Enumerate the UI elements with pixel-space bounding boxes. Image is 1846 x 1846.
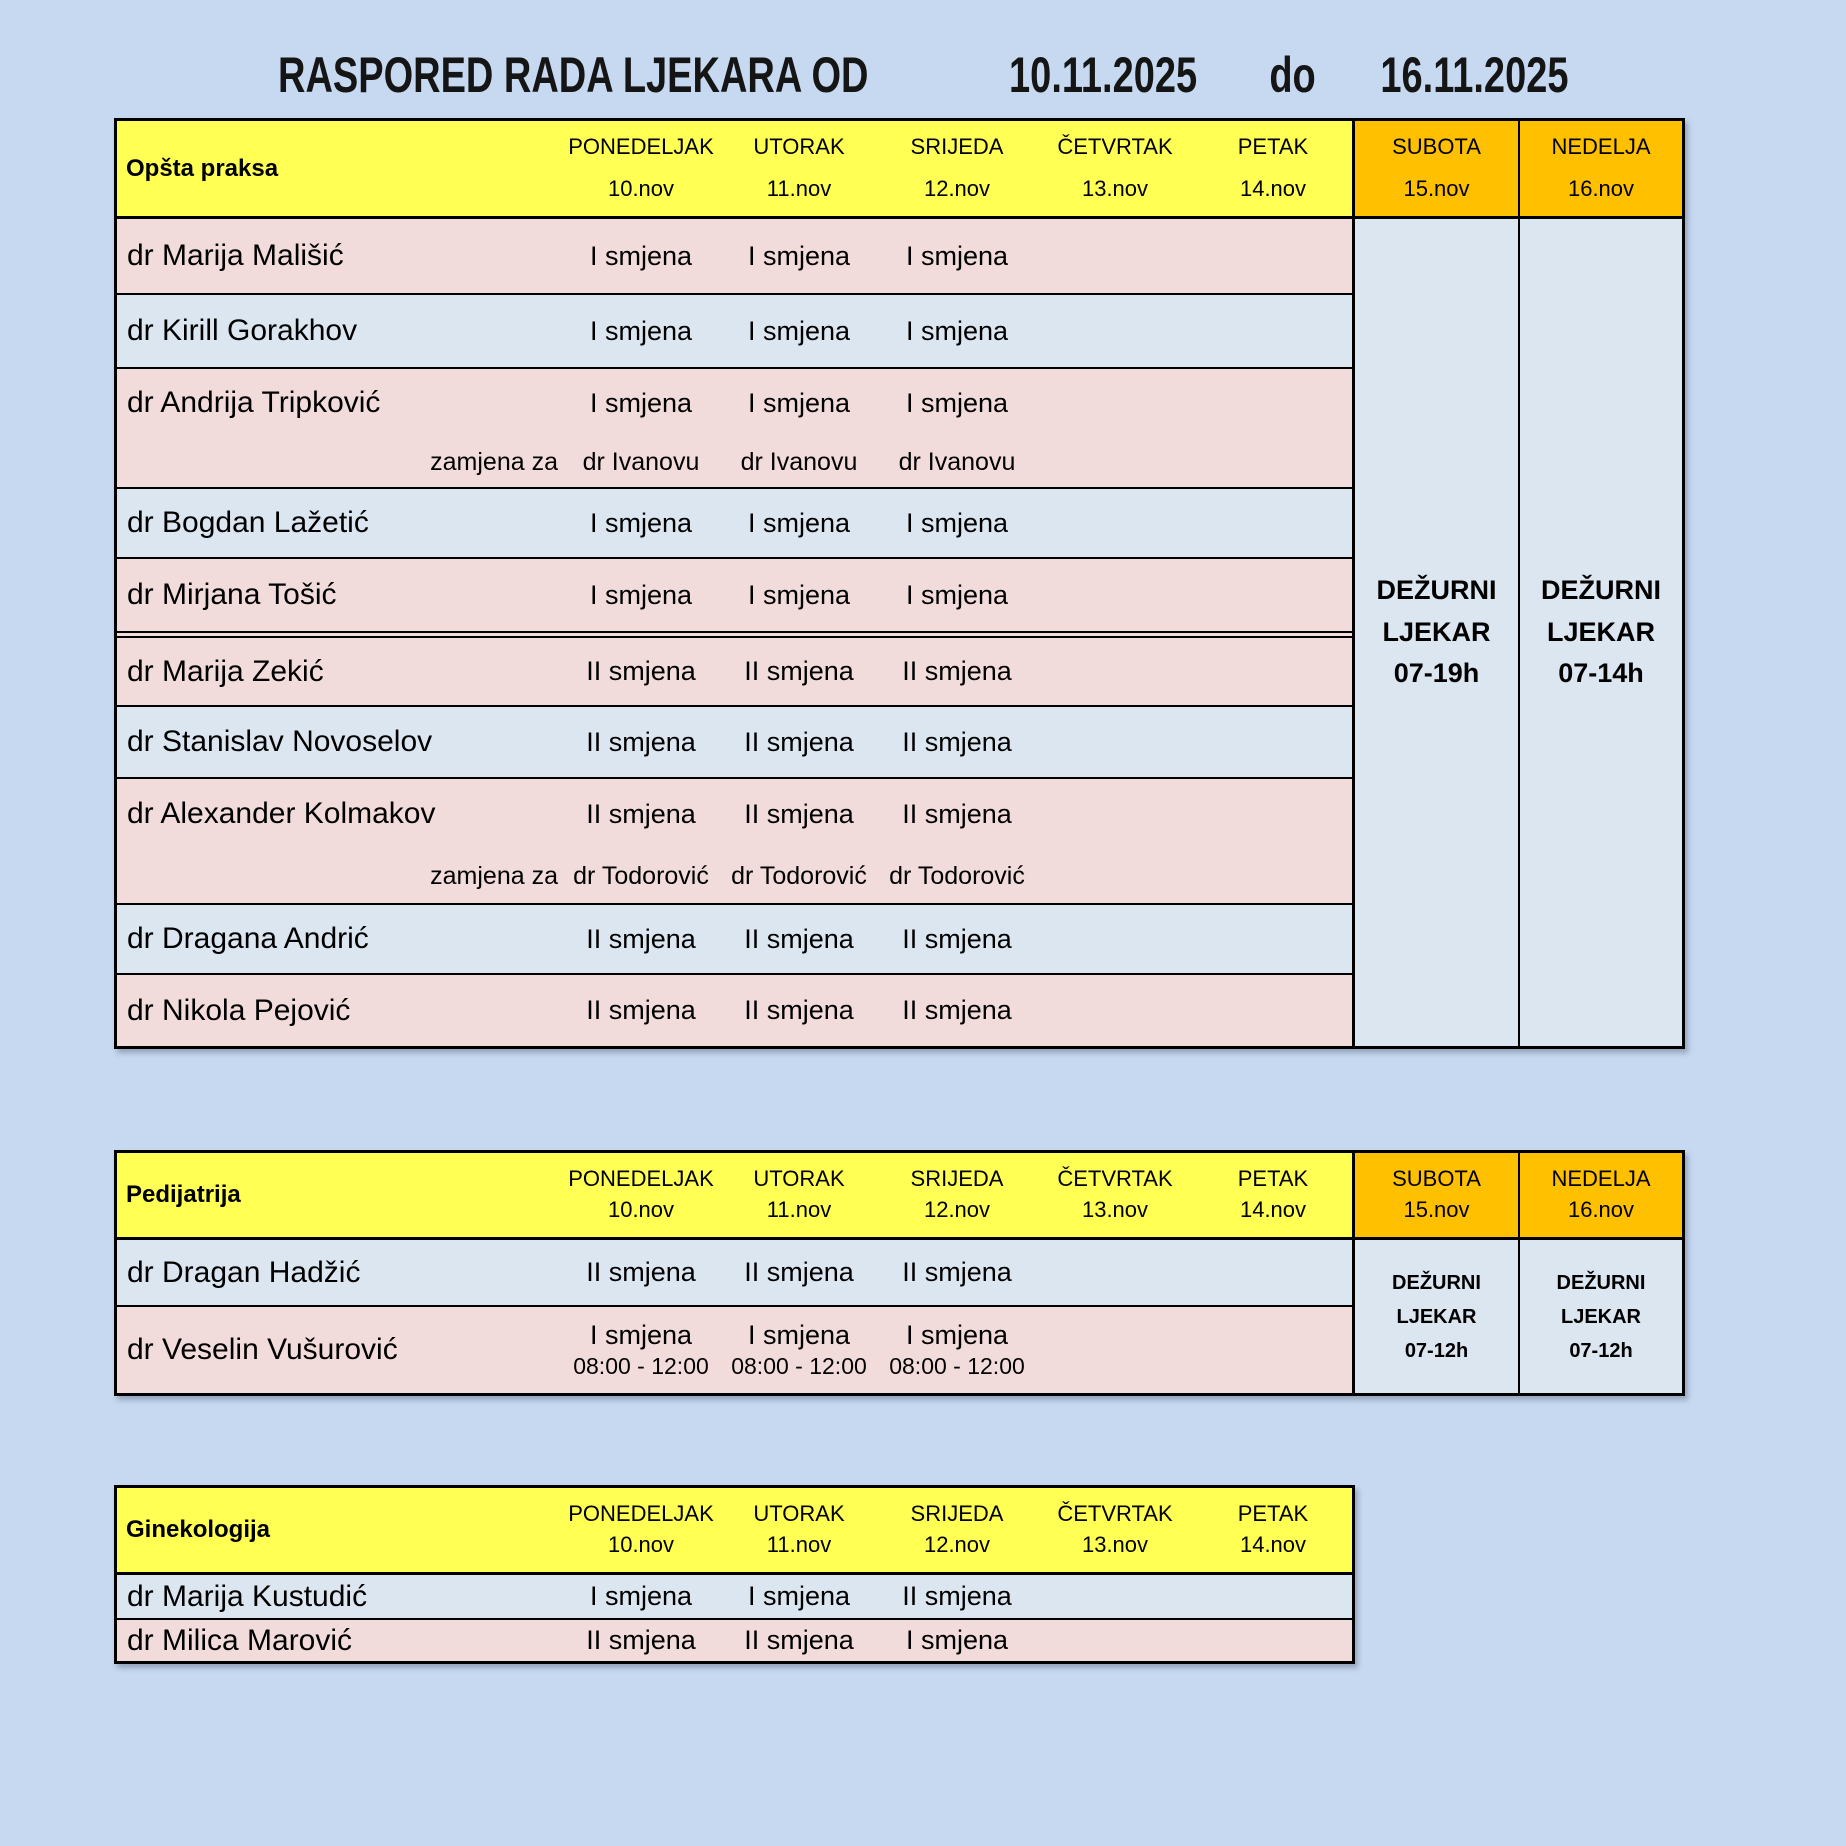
doctor-row	[117, 219, 1352, 293]
substitute-row	[117, 849, 1352, 903]
shift-cell	[1036, 707, 1194, 777]
day-header-wednesday	[878, 121, 1036, 219]
shift-cell	[1194, 369, 1352, 437]
substitute-name	[1036, 437, 1194, 487]
shift-cell	[1036, 489, 1194, 557]
substitute-name: dr Ivanovu	[898, 447, 1016, 476]
doctor-name: dr Kirill Gorakhov	[127, 314, 358, 347]
day-date: 10.nov	[607, 176, 675, 201]
shift-label: I smjena	[747, 1320, 851, 1350]
doctor-name: dr Marija Mališić	[127, 239, 344, 272]
day-header-sunday	[1518, 121, 1682, 219]
day-name: PETAK	[1237, 1501, 1309, 1526]
doctor-row	[117, 1575, 1352, 1618]
day-date: 16.nov	[1567, 1197, 1635, 1222]
duty-line: 07-12h	[1569, 1339, 1633, 1362]
day-name: NEDELJA	[1551, 1166, 1651, 1191]
doctor-row	[117, 1618, 1352, 1661]
duty-line: DEŽURNI	[1556, 1271, 1646, 1294]
shift-cell	[1036, 1620, 1194, 1661]
shift-cell: I smjena	[589, 579, 693, 610]
day-date: 10.nov	[607, 1532, 675, 1557]
day-name: NEDELJA	[1551, 134, 1651, 159]
substitute-label: zamjena za	[430, 861, 558, 890]
shift-cell: I smjena	[747, 1581, 851, 1611]
duty-line: LJEKAR	[1396, 1305, 1477, 1328]
duty-line: LJEKAR	[1560, 1305, 1641, 1328]
substitute-label: zamjena za	[430, 447, 558, 476]
doctor-name: dr Mirjana Tošić	[127, 578, 337, 611]
duty-line: DEŽURNI	[1376, 574, 1497, 605]
doctor-name: dr Nikola Pejović	[127, 993, 351, 1027]
duty-line: 07-19h	[1393, 658, 1480, 689]
shift-cell	[1194, 1575, 1352, 1618]
shift-cell	[1194, 559, 1352, 631]
shift-cell	[1036, 295, 1194, 367]
duty-cell-sunday	[1518, 219, 1682, 1046]
shift-cell	[1036, 975, 1194, 1046]
doctor-row	[117, 367, 1352, 437]
shift-cell: II smjena	[586, 923, 696, 954]
day-header-friday	[1194, 121, 1352, 219]
doctor-row	[117, 1240, 1352, 1305]
shift-hours: 08:00 - 12:00	[731, 1353, 867, 1379]
substitute-name	[1194, 437, 1352, 487]
day-date: 14.nov	[1239, 1197, 1307, 1222]
shift-cell	[1194, 707, 1352, 777]
day-name: PETAK	[1237, 1166, 1309, 1191]
day-name: PONEDELJAK	[568, 134, 714, 159]
shift-cell: II smjena	[744, 798, 854, 829]
title-date-to: 16.11.2025	[1380, 47, 1569, 103]
doctor-row	[117, 777, 1352, 849]
doctor-name: dr Dragan Hadžić	[127, 1255, 361, 1289]
shift-cell: I smjena	[905, 507, 1009, 538]
shift-cell	[1036, 1575, 1194, 1618]
day-name: ČETVRTAK	[1057, 1166, 1173, 1191]
shift-cell: II smjena	[586, 1625, 696, 1655]
shift-cell	[720, 1307, 878, 1393]
shift-cell: II smjena	[902, 995, 1012, 1025]
shift-cell: I smjena	[747, 240, 851, 271]
section-label: Ginekologija	[117, 1488, 562, 1575]
day-name: ČETVRTAK	[1057, 134, 1173, 159]
day-date: 14.nov	[1239, 176, 1307, 201]
substitute-name: dr Todorović	[731, 861, 867, 890]
doctor-row	[117, 705, 1352, 777]
section-label: Opšta praksa	[117, 121, 562, 219]
day-header-thursday	[1036, 121, 1194, 219]
schedule-table-opsta-praksa	[114, 118, 1685, 1049]
day-header-tuesday	[720, 121, 878, 219]
shift-cell: I smjena	[905, 387, 1009, 418]
day-date: 14.nov	[1239, 1532, 1307, 1557]
duty-line: DEŽURNI	[1541, 574, 1661, 605]
duty-line: DEŽURNI	[1392, 1271, 1481, 1294]
duty-line: LJEKAR	[1382, 616, 1491, 647]
schedule-table-pedijatrija	[114, 1150, 1685, 1396]
shift-cell	[1036, 369, 1194, 437]
shift-cell: I smjena	[589, 387, 693, 418]
day-date: 13.nov	[1081, 1197, 1149, 1222]
day-header-monday	[562, 121, 720, 219]
shift-cell: II smjena	[902, 656, 1012, 686]
day-date: 13.nov	[1081, 176, 1149, 201]
day-header-monday	[562, 1153, 720, 1240]
shift-cell: II smjena	[902, 726, 1012, 757]
day-header-thursday	[1036, 1153, 1194, 1240]
title-date-from: 10.11.2025	[1009, 47, 1198, 103]
shift-cell	[1036, 779, 1194, 849]
duty-cell-saturday	[1352, 1240, 1518, 1393]
day-header-sunday	[1518, 1153, 1682, 1240]
day-date: 15.nov	[1403, 1197, 1470, 1222]
shift-cell: I smjena	[747, 387, 851, 418]
substitute-name: dr Ivanovu	[740, 447, 858, 476]
shift-cell: II smjena	[744, 1625, 854, 1655]
day-name: PETAK	[1237, 134, 1309, 159]
schedule-table-ginekologija	[114, 1485, 1355, 1664]
doctor-name: dr Marija Kustudić	[127, 1579, 368, 1613]
day-name: SRIJEDA	[910, 1166, 1004, 1191]
shift-cell	[1194, 905, 1352, 973]
day-date: 11.nov	[766, 1197, 832, 1222]
doctor-name: dr Bogdan Lažetić	[127, 506, 369, 539]
doctor-row	[117, 487, 1352, 557]
shift-cell: I smjena	[589, 1581, 693, 1611]
shift-hours: 08:00 - 12:00	[573, 1353, 709, 1379]
section-label: Pedijatrija	[117, 1153, 562, 1240]
substitute-name	[1036, 849, 1194, 903]
shift-cell: II smjena	[744, 923, 854, 954]
shift-cell	[1194, 219, 1352, 293]
doctor-name: dr Stanislav Novoselov	[127, 725, 433, 758]
shift-cell: I smjena	[747, 507, 851, 538]
shift-cell	[878, 1307, 1036, 1393]
shift-cell: II smjena	[586, 995, 696, 1025]
day-date: 10.nov	[607, 1197, 675, 1222]
shift-cell: II smjena	[902, 798, 1012, 829]
duty-cell-sunday	[1518, 1240, 1682, 1393]
day-name: UTORAK	[753, 134, 845, 159]
day-date: 12.nov	[923, 1197, 991, 1222]
shift-cell: I smjena	[747, 579, 851, 610]
page-title	[278, 46, 1568, 104]
doctor-name: dr Andrija Tripković	[127, 386, 381, 419]
duty-cell-saturday	[1352, 219, 1518, 1046]
doctor-name: dr Milica Marović	[127, 1623, 353, 1657]
shift-cell: II smjena	[586, 798, 696, 829]
title-date-separator: do	[1269, 47, 1316, 103]
shift-cell: I smjena	[747, 315, 851, 346]
day-name: PONEDELJAK	[568, 1166, 714, 1191]
shift-cell	[1036, 1240, 1194, 1305]
title-text: RASPORED RADA LJEKARA OD	[278, 47, 869, 103]
day-name: UTORAK	[753, 1166, 845, 1191]
shift-cell: I smjena	[589, 240, 693, 271]
shift-cell: I smjena	[589, 315, 693, 346]
day-header-tuesday	[720, 1153, 878, 1240]
shift-cell	[1194, 1240, 1352, 1305]
day-name: UTORAK	[753, 1501, 845, 1526]
shift-label: I smjena	[589, 1320, 693, 1350]
shift-cell: II smjena	[744, 656, 854, 686]
day-date: 11.nov	[766, 1532, 832, 1557]
shift-cell	[1194, 295, 1352, 367]
shift-cell	[1036, 1307, 1194, 1393]
shift-cell	[1194, 1620, 1352, 1661]
doctor-name: dr Alexander Kolmakov	[127, 797, 436, 830]
shift-label: I smjena	[905, 1320, 1009, 1350]
day-header-friday	[1194, 1488, 1352, 1575]
shift-cell: II smjena	[744, 995, 854, 1025]
doctor-row	[117, 1305, 1352, 1393]
shift-cell: I smjena	[905, 315, 1009, 346]
duty-line: 07-12h	[1404, 1339, 1469, 1362]
substitute-name: dr Ivanovu	[582, 447, 700, 476]
doctor-row	[117, 973, 1352, 1046]
day-date: 13.nov	[1081, 1532, 1149, 1557]
shift-cell: II smjena	[902, 1581, 1012, 1611]
shift-hours: 08:00 - 12:00	[889, 1353, 1025, 1379]
shift-cell: I smjena	[589, 507, 693, 538]
substitute-row	[117, 437, 1352, 487]
substitute-name	[1194, 849, 1352, 903]
day-header-monday	[562, 1488, 720, 1575]
shift-cell: I smjena	[905, 1625, 1009, 1655]
shift-cell	[562, 1307, 720, 1393]
day-header-wednesday	[878, 1488, 1036, 1575]
shift-cell	[1036, 638, 1194, 705]
shift-cell	[1194, 489, 1352, 557]
shift-cell	[1194, 638, 1352, 705]
shift-cell: II smjena	[744, 1257, 854, 1287]
day-header-saturday	[1352, 121, 1518, 219]
day-name: ČETVRTAK	[1057, 1501, 1173, 1526]
day-date: 12.nov	[923, 176, 991, 201]
shift-cell	[1194, 1307, 1352, 1393]
shift-cell	[1036, 905, 1194, 973]
day-name: SUBOTA	[1392, 1166, 1481, 1191]
shift-cell	[1036, 559, 1194, 631]
doctor-row	[117, 293, 1352, 367]
shift-cell: I smjena	[905, 240, 1009, 271]
doctor-name: dr Veselin Vušurović	[127, 1333, 398, 1366]
duty-line: LJEKAR	[1546, 616, 1655, 647]
day-name: PONEDELJAK	[568, 1501, 714, 1526]
doctor-name: dr Dragana Andrić	[127, 922, 369, 955]
day-date: 11.nov	[766, 176, 832, 201]
shift-cell: II smjena	[586, 1257, 696, 1287]
day-header-saturday	[1352, 1153, 1518, 1240]
shift-cell: I smjena	[905, 579, 1009, 610]
day-header-thursday	[1036, 1488, 1194, 1575]
shift-cell: II smjena	[744, 726, 854, 757]
shift-cell: II smjena	[902, 1257, 1012, 1287]
doctor-row	[117, 903, 1352, 973]
day-header-wednesday	[878, 1153, 1036, 1240]
substitute-name: dr Todorović	[889, 861, 1025, 890]
shift-cell: II smjena	[586, 656, 696, 686]
duty-line: 07-14h	[1558, 658, 1644, 689]
shift-cell: II smjena	[586, 726, 696, 757]
day-date: 15.nov	[1403, 176, 1470, 201]
doctor-row	[117, 631, 1352, 705]
shift-cell	[1194, 779, 1352, 849]
day-header-tuesday	[720, 1488, 878, 1575]
shift-cell	[1194, 975, 1352, 1046]
shift-cell: II smjena	[902, 923, 1012, 954]
substitute-name: dr Todorović	[573, 861, 709, 890]
day-name: SRIJEDA	[910, 134, 1004, 159]
doctor-name: dr Marija Zekić	[127, 654, 324, 688]
doctor-row	[117, 557, 1352, 631]
day-header-friday	[1194, 1153, 1352, 1240]
day-name: SUBOTA	[1392, 134, 1481, 159]
shift-cell	[1036, 219, 1194, 293]
day-name: SRIJEDA	[910, 1501, 1004, 1526]
day-date: 12.nov	[923, 1532, 991, 1557]
day-date: 16.nov	[1567, 176, 1635, 201]
